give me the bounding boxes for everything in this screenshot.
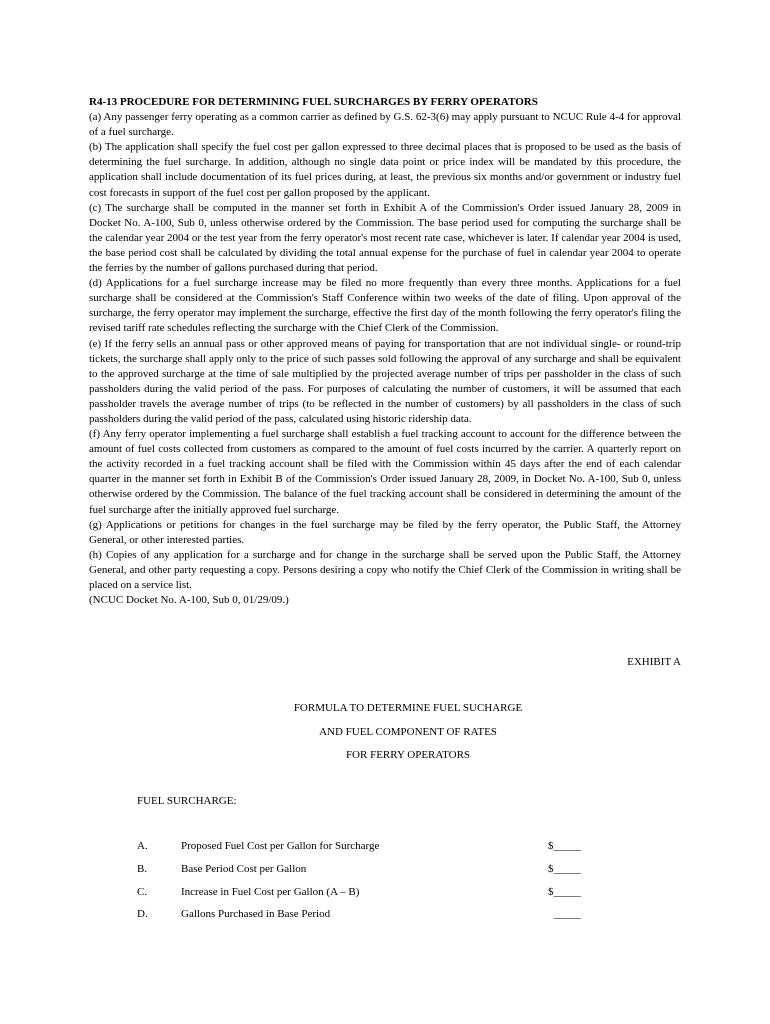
paragraph-f: (f) Any ferry operator implementing a fuel surcharge shall establish a fuel tracking account to account for the difference between the amount of fuel costs collected from customers as compared to the amount of fuel costs incurred by the carrier. A quarterly report on the activity recorded in a fuel tracking account shall be filed with the Commission within 45 days after the end of each calendar quarter in the manner set forth in Exhibit B of the Commission's Order issued January 28, 2009, in Docket No. A-100, Sub 0, unless otherwise ordered by the Commission. The balance of the fuel tracking account shall be considered in determining the amount of the fuel surcharge after the initially approved fuel surcharge. xyxy=(89,428,681,516)
item-blank: $_____ xyxy=(548,863,581,875)
item-letter: C. xyxy=(137,886,148,898)
item-letter: D. xyxy=(137,908,148,920)
paragraph-c: (c) The surcharge shall be computed in the manner set forth in Exhibit A of the Commission's Order issued January 28, 2009 in Docket No. A-100, Sub 0, unless otherwise ordered by the Commission. The base period used for computing the surcharge shall be the calendar year 2004 or the test year from the ferry operator's most recent rate case, whichever is later. If calendar year 2004 is used, the base period cost shall be calculated by dividing the total annual expense for the purchase of fuel in calendar year 2004 to operate the ferries by the number of gallons purchased during that period. xyxy=(89,201,681,275)
item-description: Increase in Fuel Cost per Gallon (A – B) xyxy=(181,886,360,898)
paragraph-a: (a) Any passenger ferry operating as a common carrier as defined by G.S. 62-3(6) may apply pursuant to NCUC Rule 4-4 for approval of a fuel surcharge. xyxy=(89,111,681,139)
formula-title-line-2: AND FUEL COMPONENT OF RATES xyxy=(319,726,497,738)
item-description: Proposed Fuel Cost per Gallon for Surcharge xyxy=(181,840,380,852)
paragraph-h: (h) Copies of any application for a surcharge and for change in the surcharge shall be served upon the Public Staff, the Attorney General, and other party requesting a copy. Persons desiring a copy who notify the Chief Clerk of the Commission in writing shall be placed on a service list. xyxy=(89,548,681,591)
paragraph-g: (g) Applications or petitions for changes in the fuel surcharge may be filed by the ferry operator, the Public Staff, the Attorney General, or other interested parties. xyxy=(89,518,681,546)
paragraph-e: (e) If the ferry sells an annual pass or other approved means of paying for transportation that are not individual single- or round-trip tickets, the surcharge shall apply only to the price of such passes sold following the approval of any surcharge and shall be equivalent to the approved surcharge at the time of sale multiplied by the projected average number of trips per passholder in the class of such passholders during the valid period of the pass. For purposes of calculating the number of customers, it will be assumed that each passholder travels the average number of trips (to be reflected in the number of customers) by all passholders in the class of such passholders during the valid period of the pass, calculated using historic ridership data. xyxy=(89,337,681,425)
item-description: Gallons Purchased in Base Period xyxy=(181,908,331,920)
formula-title-line-3: FOR FERRY OPERATORS xyxy=(345,749,471,761)
formula-line-item xyxy=(0,885,770,900)
item-blank: _____ xyxy=(553,908,581,920)
rule-heading: R4-13 PROCEDURE FOR DETERMINING FUEL SURCHARGES BY FERRY OPERATORS xyxy=(89,96,538,108)
paragraph-b: (b) The application shall specify the fuel cost per gallon expressed to three decimal places that is proposed to be used as the basis of determining the fuel surcharge. In addition, although no single data point or price index will be mandated by this procedure, the application shall include documentation of its fuel prices during, at least, the previous six months and/or government or industry fuel cost forecasts in support of the fuel cost per gallon proposed by the applicant. xyxy=(89,141,681,199)
item-blank: $_____ xyxy=(548,886,581,898)
paragraph-d: (d) Applications for a fuel surcharge increase may be filed no more frequently than every three months. Applications for a fuel surcharge shall be considered at the Commission's Staff Conference within two weeks of the date of filing. Upon approval of the surcharge, the ferry operator may implement the surcharge, effective the first day of the month following the ferry operator's filing the revised tariff rate schedules reflecting the surcharge with the Chief Clerk of the Commission. xyxy=(89,277,681,335)
item-blank: $_____ xyxy=(548,840,581,852)
rule-text xyxy=(89,95,681,608)
exhibit-label: EXHIBIT A xyxy=(627,656,681,668)
formula-line-item xyxy=(0,839,770,854)
formula-line-item xyxy=(0,862,770,877)
formula-line-item xyxy=(0,907,770,922)
item-letter: B. xyxy=(137,863,148,875)
citation: (NCUC Docket No. A-100, Sub 0, 01/29/09.) xyxy=(89,594,289,607)
item-description: Base Period Cost per Gallon xyxy=(181,863,307,875)
formula-title-line-1: FORMULA TO DETERMINE FUEL SUCHARGE xyxy=(293,702,523,714)
fuel-surcharge-label: FUEL SURCHARGE: xyxy=(137,795,237,807)
item-letter: A. xyxy=(137,840,148,852)
